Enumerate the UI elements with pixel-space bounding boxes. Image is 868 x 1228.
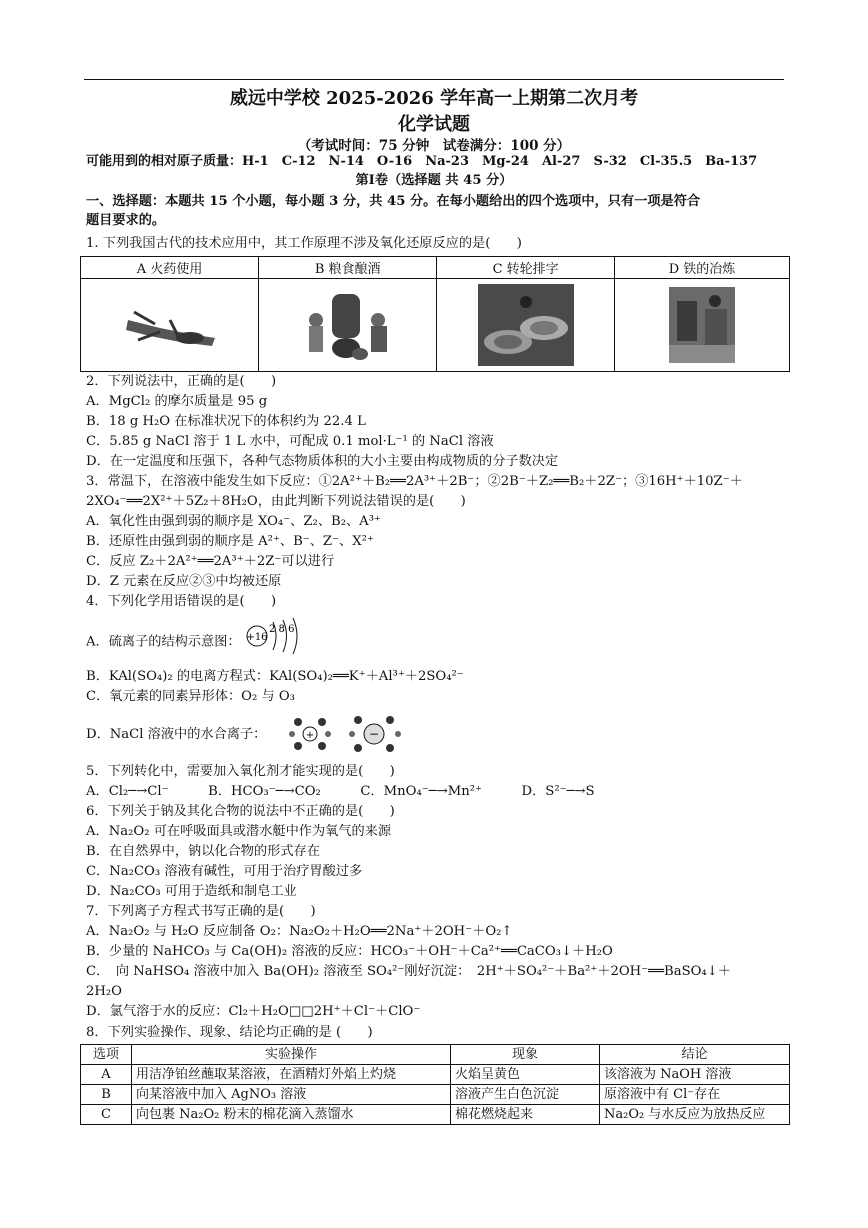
q8-cell: A (81, 1065, 132, 1085)
q8-cell: 火焰呈黄色 (451, 1065, 600, 1085)
svg-text:+: + (305, 730, 315, 741)
q6-option-b: B．在自然界中，钠以化合物的形式存在 (86, 844, 320, 859)
gunpowder-image (120, 290, 220, 360)
q6-option-d: D．Na₂CO₃ 可用于造纸和制皂工业 (86, 884, 297, 899)
q4-option-c: C．氧元素的同素异形体：O₂ 与 O₃ (86, 689, 295, 704)
q3-option-b: B．还原性由强到弱的顺序是 A²⁺、B⁻、Z⁻、X²⁺ (86, 534, 374, 549)
q8-cell: 原溶液中有 Cl⁻存在 (600, 1085, 790, 1105)
hydrated-ions-diagram (288, 712, 406, 758)
q3-stem-cont: 2XO₄⁻══2X²⁺＋5Z₂＋8H₂O，由此判断下列说法错误的是( ) (86, 494, 466, 509)
q7-option-c: C． 向 NaHSO₄ 溶液中加入 Ba(OH)₂ 溶液至 SO₄²⁻刚好沉淀： 2H⁺＋SO₄²⁻＋Ba²⁺＋2OH⁻══BaSO₄↓＋ (86, 964, 731, 979)
atomic-masses: 可能用到的相对原子质量：H-1 C-12 N-14 O-16 Na-23 Mg-24 Al-27 S-32 Cl-35.5 Ba-137 (86, 154, 758, 169)
iron-smelting-image (669, 287, 735, 363)
q8-cell: C (81, 1105, 132, 1125)
svg-text:−: − (368, 727, 380, 741)
q7-option-d: D．氯气溶于水的反应：Cl₂＋H₂O□□2H⁺＋Cl⁻＋ClO⁻ (86, 1004, 421, 1019)
q2-option-d: D．在一定温度和压强下，各种气态物质体积的大小主要由构成物质的分子数决定 (86, 454, 559, 469)
q8-header-phenomenon: 现象 (451, 1045, 600, 1065)
q3-option-d: D．Z 元素在反应②③中均被还原 (86, 574, 282, 589)
q4-stem: 4．下列化学用语错误的是( ) (86, 594, 277, 609)
q1-image-d (615, 279, 790, 372)
q6-option-a: A．Na₂O₂ 可在呼吸面具或潜水艇中作为氧气的来源 (86, 824, 392, 839)
q7-option-a: A．Na₂O₂ 与 H₂O 反应制备 O₂：Na₂O₂＋H₂O══2Na⁺＋2OH⁻＋O₂↑ (86, 924, 513, 939)
q7-option-b: B．少量的 NaHCO₃ 与 Ca(OH)₂ 溶液的反应：HCO₃⁻＋OH⁻＋Ca²⁺══CaCO₃↓＋H₂O (86, 944, 613, 959)
sulfur-ion-diagram (245, 616, 307, 656)
section1-intro: 一、选择题：本题共 15 个小题，每小题 3 分，共 45 分。在每小题给出的四个选项中，只有一项是符合 (86, 194, 701, 209)
q2-option-b: B．18 g H₂O 在标准状况下的体积约为 22.4 L (86, 414, 366, 429)
q8-table (80, 1044, 790, 1125)
q2-option-c: C．5.85 g NaCl 溶于 1 L 水中，可配成 0.1 mol·L⁻¹ 的 NaCl 溶液 (86, 434, 494, 449)
table-row (81, 1085, 790, 1105)
q5-stem: 5．下列转化中，需要加入氧化剂才能实现的是( ) (86, 764, 395, 779)
q1-image-b (259, 279, 437, 372)
section1-intro-cont: 题目要求的。 (86, 213, 166, 228)
q2-option-a: A．MgCl₂ 的摩尔质量是 95 g (86, 394, 268, 409)
q1-option-b: B 粮食酿酒 (259, 257, 437, 279)
q4-option-a-text: A．硫离子的结构示意图： (86, 634, 241, 650)
q1-table (80, 256, 790, 372)
q7-stem: 7．下列离子方程式书写正确的是( ) (86, 904, 316, 919)
q8-cell: Na₂O₂ 与水反应为放热反应 (600, 1105, 790, 1125)
q1-option-c: C 转轮排字 (437, 257, 615, 279)
exam-title: 威远中学校 2025-2026 学年高一上期第二次月考 (229, 88, 639, 109)
sulfur-nucleus-label: +16 (246, 632, 268, 643)
q8-cell: 向某溶液中加入 AgNO₃ 溶液 (132, 1085, 451, 1105)
subject-title: 化学试题 (398, 114, 470, 135)
q1-option-d: D 铁的冶炼 (615, 257, 790, 279)
q4-option-d-text: D．NaCl 溶液中的水合离子： (86, 727, 267, 742)
q8-header-conclusion: 结论 (600, 1045, 790, 1065)
q8-cell: 棉花燃烧起来 (451, 1105, 600, 1125)
q1-image-c (437, 279, 615, 372)
q2-stem: 2．下列说法中，正确的是( ) (86, 374, 277, 389)
q3-option-c: C．反应 Z₂＋2A²⁺══2A³⁺＋2Z⁻可以进行 (86, 554, 335, 569)
q7-option-c-cont: 2H₂O (86, 984, 122, 999)
q1-option-a: A 火药使用 (81, 257, 259, 279)
q1-stem: 1. 下列我国古代的技术应用中，其工作原理不涉及氧化还原反应的是( ) (86, 236, 522, 251)
q3-option-a: A．氧化性由强到弱的顺序是 XO₄⁻、Z₂、B₂、A³⁺ (86, 514, 381, 529)
type-wheel-image (478, 284, 574, 366)
part1-heading: 第Ⅰ卷（选择题 共 45 分） (355, 173, 513, 188)
exam-info: （考试时间：75 分钟 试卷满分：100 分） (297, 138, 571, 154)
q8-cell: 该溶液为 NaOH 溶液 (600, 1065, 790, 1085)
q8-cell: 用洁净铂丝蘸取某溶液，在酒精灯外焰上灼烧 (132, 1065, 451, 1085)
sulfur-shell-label: 2 8 6 (268, 624, 295, 635)
q4-option-d (86, 726, 266, 744)
q8-cell: B (81, 1085, 132, 1105)
q8-header-row (81, 1045, 790, 1065)
q8-cell: 向包裹 Na₂O₂ 粉末的棉花滴入蒸馏水 (132, 1105, 451, 1125)
q1-image-a (81, 279, 259, 372)
q3-stem: 3．常温下，在溶液中能发生如下反应：①2A²⁺＋B₂══2A³⁺＋2B⁻；②2B⁻＋Z₂══B₂＋2Z⁻；③16H⁺＋10Z⁻＋ (86, 474, 743, 489)
q8-stem: 8．下列实验操作、现象、结论均正确的是 ( ) (86, 1025, 373, 1040)
q4-option-b: B．KAl(SO₄)₂ 的电离方程式：KAl(SO₄)₂══K⁺＋Al³⁺＋2SO₄²⁻ (86, 669, 464, 684)
table-row (81, 1065, 790, 1085)
q8-cell: 溶液产生白色沉淀 (451, 1085, 600, 1105)
q5-options: A．Cl₂─→Cl⁻ B．HCO₃⁻─→CO₂ C．MnO₄⁻─→Mn²⁺ D．S²⁻─→S (86, 784, 595, 799)
header-rule (84, 79, 784, 80)
brewing-image (298, 288, 398, 362)
q6-option-c: C．Na₂CO₃ 溶液有碱性，可用于治疗胃酸过多 (86, 864, 363, 879)
q8-header-operation: 实验操作 (132, 1045, 451, 1065)
table-row (81, 1105, 790, 1125)
q8-header-option: 选项 (81, 1045, 132, 1065)
q6-stem: 6．下列关于钠及其化合物的说法中不正确的是( ) (86, 804, 395, 819)
q4-option-a (86, 624, 307, 656)
